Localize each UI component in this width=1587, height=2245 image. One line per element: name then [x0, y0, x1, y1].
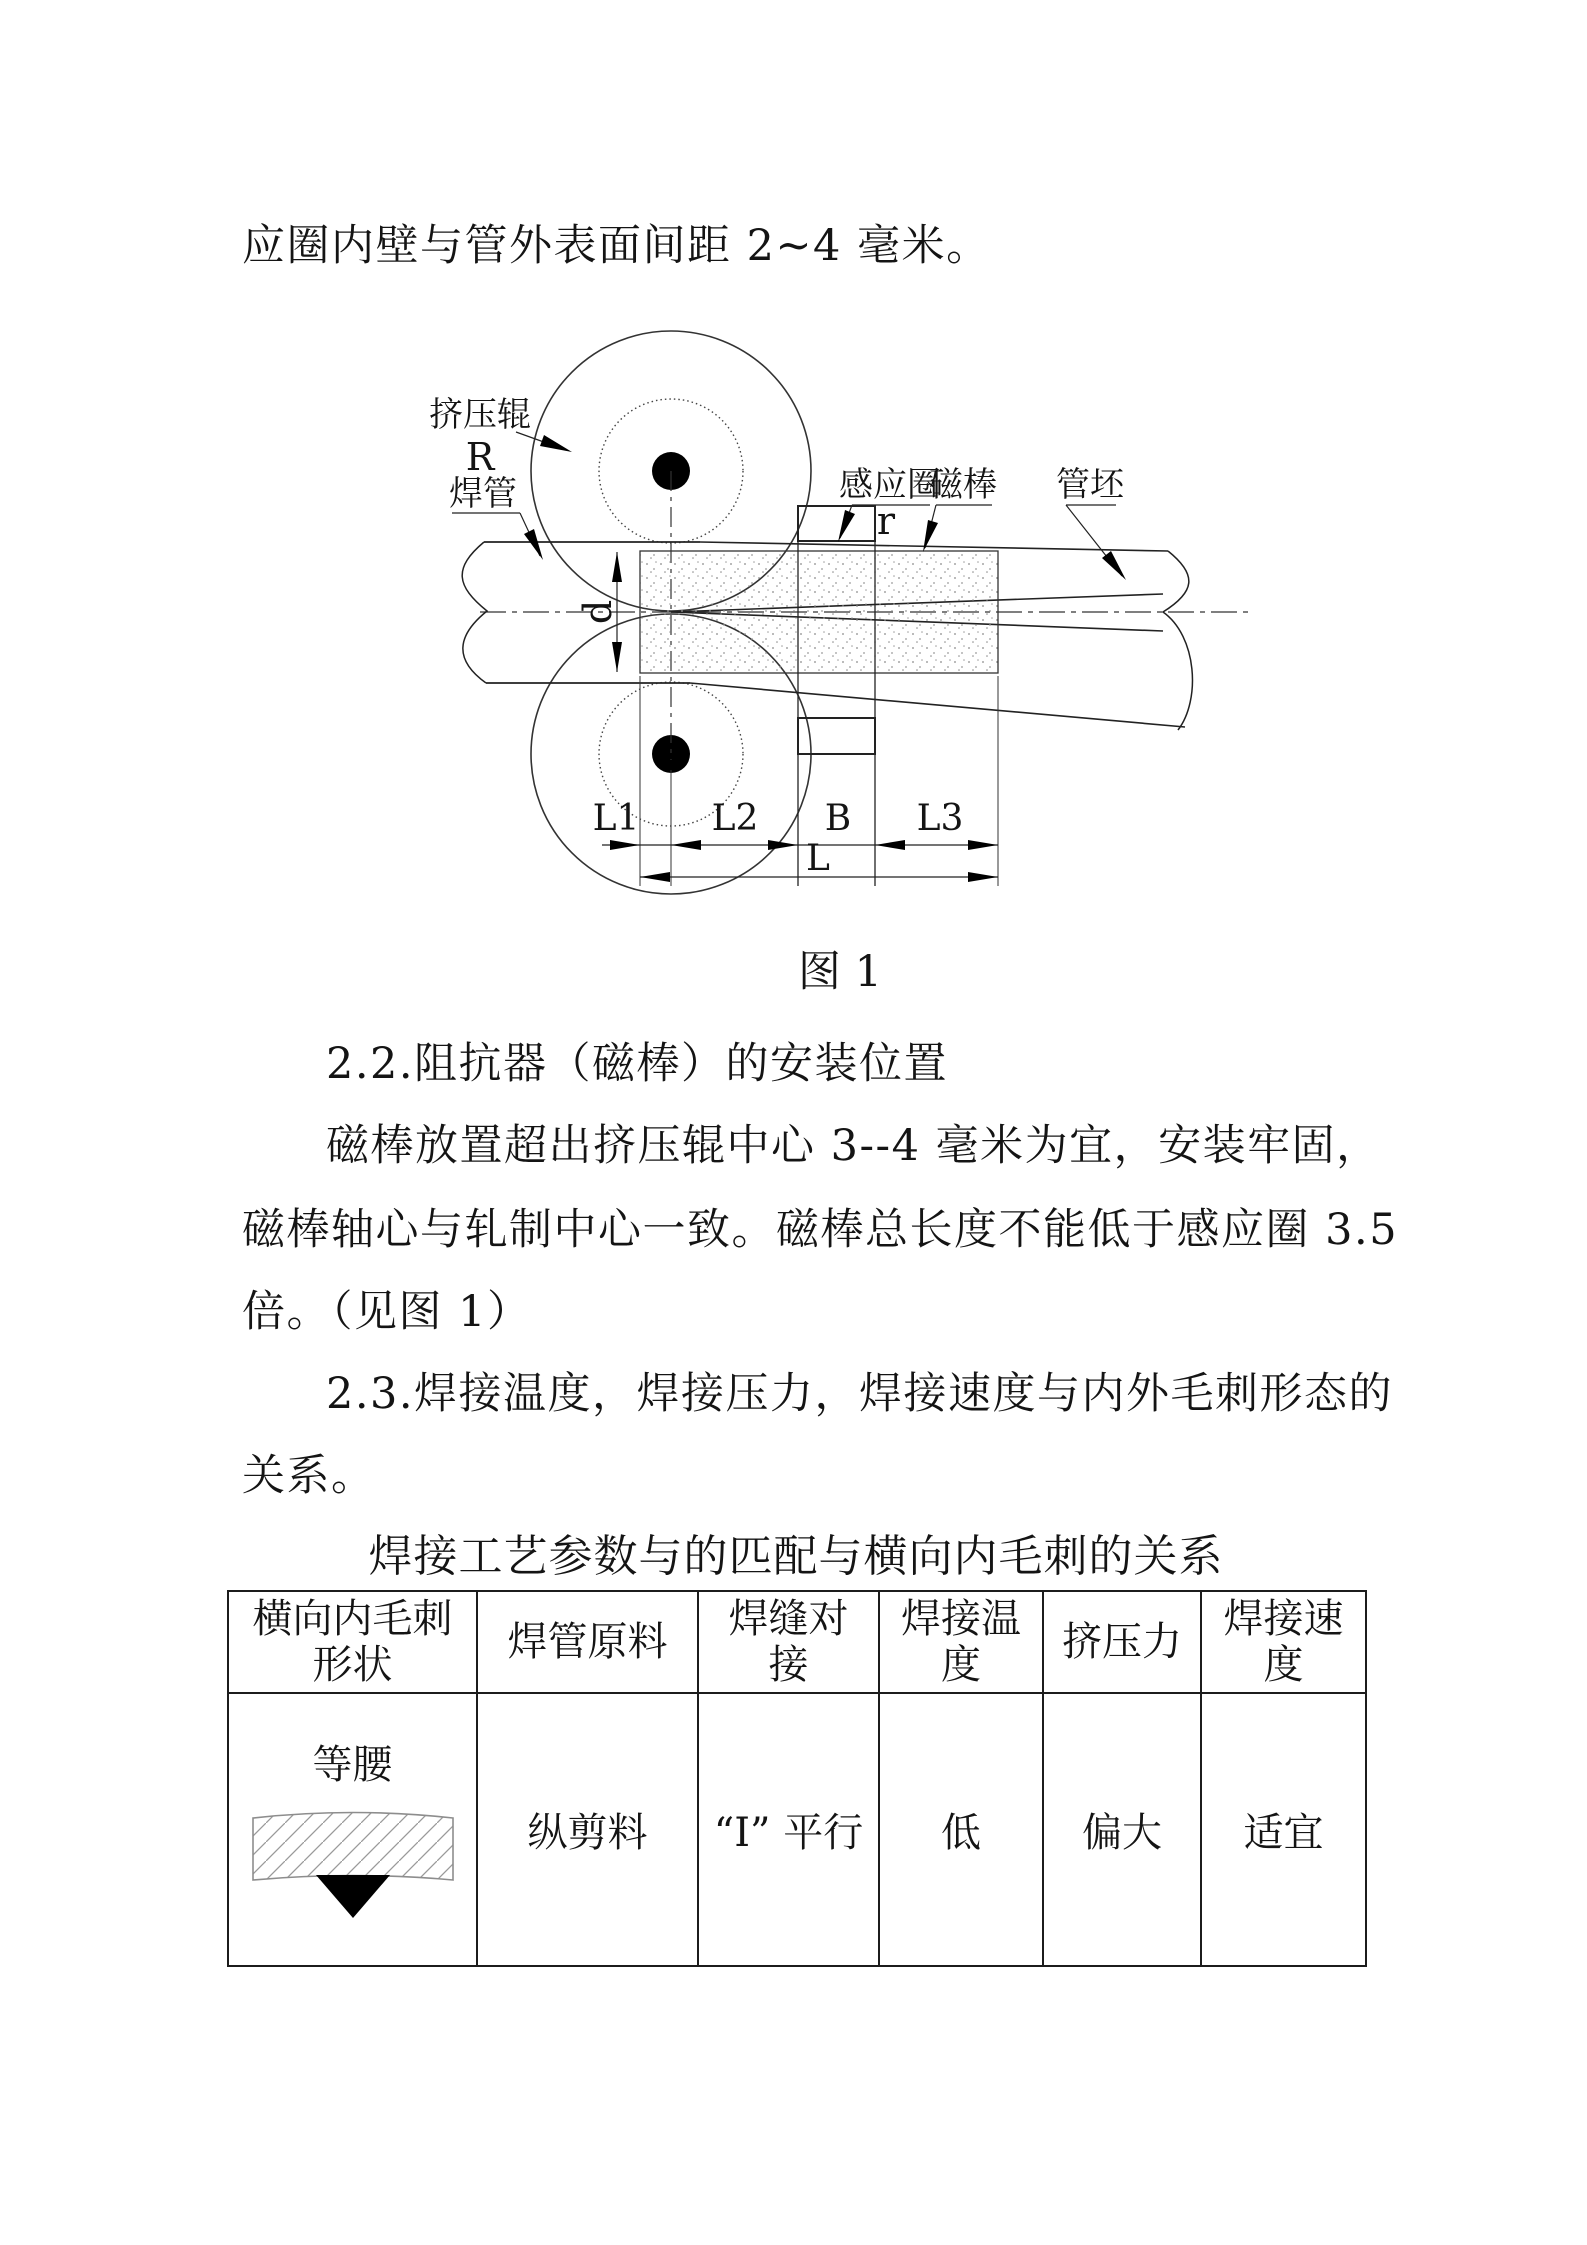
header-weld-temp: 焊接温度	[879, 1591, 1043, 1693]
svg-text:管坯: 管坯	[1056, 465, 1124, 505]
section-heading-2-3: 2.3.焊接温度，焊接压力，焊接速度与内外毛刺形态的	[326, 1369, 1394, 1419]
table-header-row	[228, 1591, 1366, 1693]
header-pipe-material: 焊管原料	[477, 1591, 698, 1693]
table-row	[228, 1693, 1366, 1966]
svg-text:挤压辊: 挤压辊	[429, 395, 531, 435]
header-burr-shape: 横向内毛刺形状	[228, 1591, 477, 1693]
dim-label-l1: L1	[592, 798, 640, 839]
cell-burr-shape	[228, 1693, 477, 1966]
svg-text:磁棒: 磁棒	[929, 465, 997, 505]
diameter-dimension	[576, 552, 622, 672]
paragraph-line: 倍。（见图 1）	[242, 1287, 532, 1337]
dim-label-l3: L3	[916, 798, 964, 839]
svg-text:焊管: 焊管	[449, 474, 517, 514]
label-tube-blank	[1056, 465, 1126, 580]
paragraph-line: 关系。	[242, 1451, 376, 1501]
svg-text:R: R	[465, 435, 495, 479]
dim-label-l: L	[806, 838, 830, 879]
header-seam-butt: 焊缝对接	[698, 1591, 879, 1693]
weld-process-diagram	[380, 310, 1260, 930]
section-heading-2-2: 2.2.阻抗器（磁棒）的安装位置	[326, 1039, 949, 1089]
weld-parameters-table	[227, 1590, 1367, 1967]
table-title: 焊接工艺参数与的匹配与横向内毛刺的关系	[368, 1531, 1224, 1582]
paragraph-line: 磁棒轴心与轧制中心一致。磁棒总长度不能低于感应圈 3.5	[242, 1205, 1399, 1255]
label-magnetic-bar	[923, 465, 997, 552]
svg-text:r: r	[876, 499, 896, 543]
cell-squeeze-force: 偏大	[1043, 1693, 1201, 1966]
svg-text:感应圈: 感应圈	[839, 465, 941, 505]
paragraph-line: 磁棒放置超出挤压辊中心 3--4 毫米为宜，安装牢固，	[326, 1121, 1381, 1171]
label-induction-coil	[838, 465, 941, 543]
cell-seam-butt: “I” 平行	[698, 1693, 879, 1966]
cell-pipe-material: 纵剪料	[477, 1693, 698, 1966]
header-weld-speed: 焊接速度	[1201, 1591, 1366, 1693]
paragraph-line: 应圈内壁与管外表面间距 2~4 毫米。	[242, 221, 991, 271]
label-welded-pipe	[449, 474, 543, 560]
cell-weld-temp: 低	[879, 1693, 1043, 1966]
burr-shape-label: 等腰	[312, 1742, 393, 1788]
header-squeeze-force: 挤压力	[1043, 1591, 1201, 1693]
magnetic-bar-rect	[640, 551, 998, 673]
dim-label-l2: L2	[711, 798, 759, 839]
burr-shape-icon	[228, 1804, 478, 1926]
dim-label-d: d	[576, 599, 620, 625]
label-squeeze-roller	[429, 395, 572, 479]
cell-weld-speed: 适宜	[1201, 1693, 1366, 1966]
dim-label-b: B	[824, 798, 852, 839]
figure-caption: 图 1	[798, 947, 883, 997]
